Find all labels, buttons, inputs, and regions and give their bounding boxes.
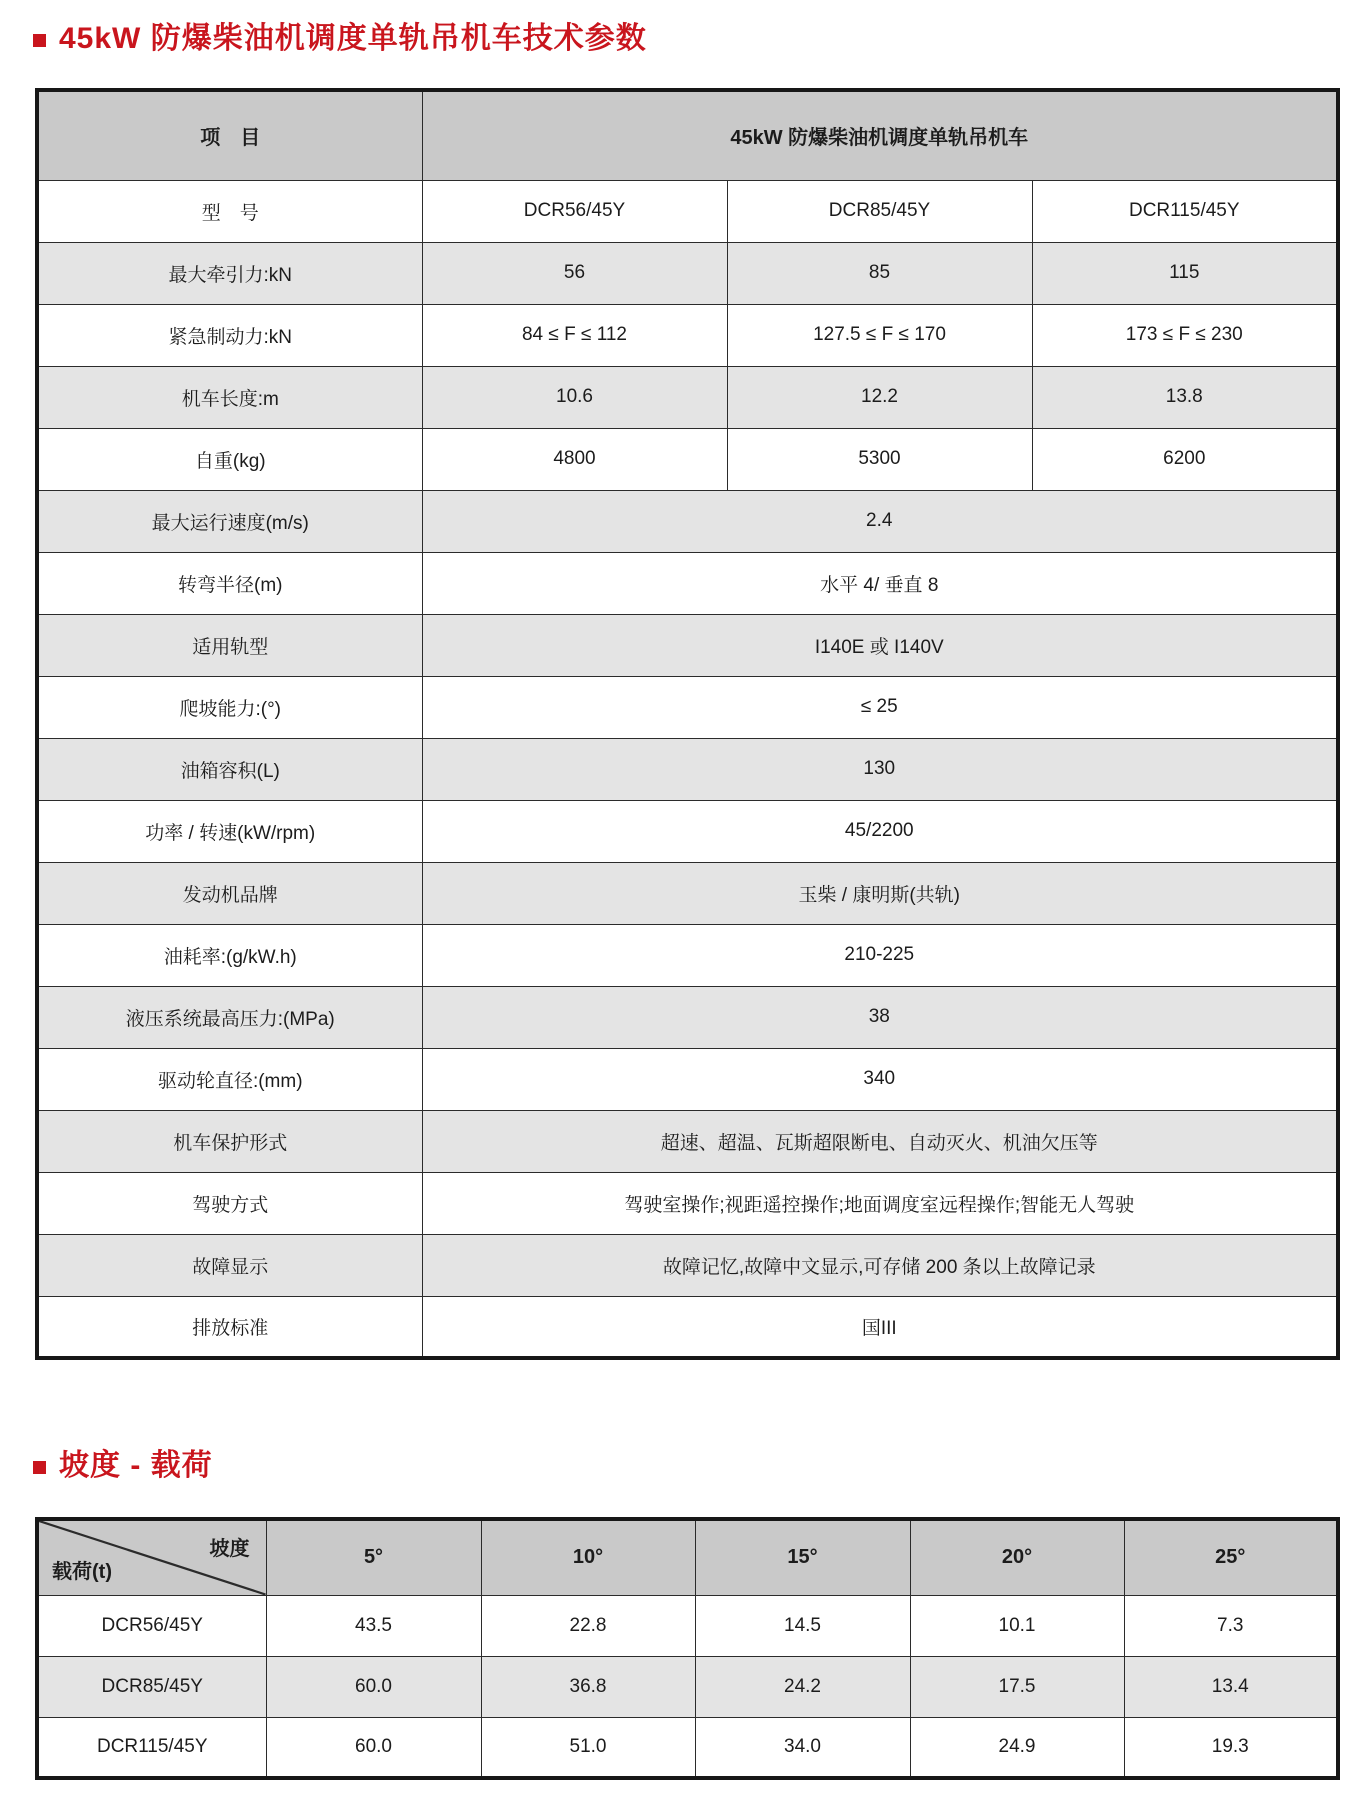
spec-value-cell: 10.6 — [422, 366, 727, 428]
spec-value-cell: 85 — [727, 242, 1032, 304]
load-value-cell: 10.1 — [910, 1595, 1124, 1656]
spec-value-cell: 210-225 — [422, 924, 1338, 986]
spec-row — [37, 986, 1338, 1048]
spec-table — [35, 88, 1340, 1360]
spec-value-cell: 2.4 — [422, 490, 1338, 552]
spec-header-product: 45kW 防爆柴油机调度单轨吊机车 — [422, 90, 1338, 180]
spec-model-cell: DCR85/45Y — [727, 180, 1032, 242]
load-value-cell: 34.0 — [695, 1717, 910, 1778]
spec-row — [37, 862, 1338, 924]
section1-title — [33, 22, 647, 55]
spec-value-cell: 故障记忆,故障中文显示,可存储 200 条以上故障记录 — [422, 1234, 1338, 1296]
load-value-cell: 24.2 — [695, 1656, 910, 1717]
load-corner-slope-label: 坡度 — [209, 1538, 250, 1560]
load-col-header: 20° — [910, 1519, 1124, 1595]
spec-row-label: 型 号 — [37, 180, 422, 242]
spec-row-label: 最大运行速度(m/s) — [37, 490, 422, 552]
spec-row-label: 驾驶方式 — [37, 1172, 422, 1234]
spec-value-cell: 56 — [422, 242, 727, 304]
load-value-cell: 51.0 — [481, 1717, 695, 1778]
spec-value-cell: 130 — [422, 738, 1338, 800]
spec-value-cell: 超速、超温、瓦斯超限断电、自动灭火、机油欠压等 — [422, 1110, 1338, 1172]
spec-model-cell: DCR115/45Y — [1032, 180, 1338, 242]
spec-value-cell: 115 — [1032, 242, 1338, 304]
spec-value-cell: 水平 4/ 垂直 8 — [422, 552, 1338, 614]
load-value-cell: 60.0 — [266, 1656, 481, 1717]
load-value-cell: 13.4 — [1124, 1656, 1338, 1717]
load-col-header: 15° — [695, 1519, 910, 1595]
spec-value-cell: 13.8 — [1032, 366, 1338, 428]
load-corner-cell — [37, 1519, 266, 1595]
load-value-cell: 19.3 — [1124, 1717, 1338, 1778]
spec-value-cell: 173 ≤ F ≤ 230 — [1032, 304, 1338, 366]
section2-title-text: 坡度 - 载荷 — [59, 1449, 213, 1482]
spec-row-label: 油箱容积(L) — [37, 738, 422, 800]
spec-row-label: 油耗率:(g/kW.h) — [37, 924, 422, 986]
load-row — [37, 1717, 1338, 1778]
load-value-cell: 22.8 — [481, 1595, 695, 1656]
load-value-cell: 43.5 — [266, 1595, 481, 1656]
load-value-cell: 60.0 — [266, 1717, 481, 1778]
red-square-bullet-icon — [33, 1461, 46, 1474]
load-row — [37, 1656, 1338, 1717]
load-value-cell: 17.5 — [910, 1656, 1124, 1717]
spec-row — [37, 800, 1338, 862]
spec-row-label: 机车长度:m — [37, 366, 422, 428]
load-col-header: 25° — [1124, 1519, 1338, 1595]
spec-row-label: 排放标准 — [37, 1296, 422, 1358]
spec-value-cell: 6200 — [1032, 428, 1338, 490]
spec-row-label: 故障显示 — [37, 1234, 422, 1296]
spec-row — [37, 1172, 1338, 1234]
load-model-cell: DCR85/45Y — [37, 1656, 266, 1717]
spec-value-cell: 国III — [422, 1296, 1338, 1358]
spec-header-item: 项 目 — [37, 90, 422, 180]
spec-row — [37, 1048, 1338, 1110]
load-header-row — [37, 1519, 1338, 1595]
load-table — [35, 1517, 1340, 1780]
spec-row-label: 适用轨型 — [37, 614, 422, 676]
load-row — [37, 1595, 1338, 1656]
spec-value-cell: 45/2200 — [422, 800, 1338, 862]
spec-row — [37, 304, 1338, 366]
spec-row-label: 机车保护形式 — [37, 1110, 422, 1172]
spec-row-label: 功率 / 转速(kW/rpm) — [37, 800, 422, 862]
spec-row — [37, 1234, 1338, 1296]
spec-row-label: 液压系统最高压力:(MPa) — [37, 986, 422, 1048]
spec-value-cell: 玉柴 / 康明斯(共轨) — [422, 862, 1338, 924]
spec-row-label: 紧急制动力:kN — [37, 304, 422, 366]
load-value-cell: 36.8 — [481, 1656, 695, 1717]
spec-value-cell: ≤ 25 — [422, 676, 1338, 738]
section1-title-text: 45kW 防爆柴油机调度单轨吊机车技术参数 — [59, 22, 647, 55]
spec-row — [37, 552, 1338, 614]
spec-row — [37, 366, 1338, 428]
spec-row-label: 转弯半径(m) — [37, 552, 422, 614]
spec-row — [37, 1110, 1338, 1172]
spec-row — [37, 614, 1338, 676]
spec-value-cell: 127.5 ≤ F ≤ 170 — [727, 304, 1032, 366]
spec-row — [37, 490, 1338, 552]
spec-value-cell: 38 — [422, 986, 1338, 1048]
spec-row — [37, 676, 1338, 738]
load-model-cell: DCR56/45Y — [37, 1595, 266, 1656]
spec-value-cell: 5300 — [727, 428, 1032, 490]
spec-value-cell: 340 — [422, 1048, 1338, 1110]
spec-row-label: 爬坡能力:(°) — [37, 676, 422, 738]
load-col-header: 5° — [266, 1519, 481, 1595]
spec-row — [37, 924, 1338, 986]
spec-row-label: 最大牵引力:kN — [37, 242, 422, 304]
spec-row — [37, 428, 1338, 490]
spec-value-cell: 84 ≤ F ≤ 112 — [422, 304, 727, 366]
load-value-cell: 7.3 — [1124, 1595, 1338, 1656]
red-square-bullet-icon — [33, 34, 46, 47]
spec-value-cell: 驾驶室操作;视距遥控操作;地面调度室远程操作;智能无人驾驶 — [422, 1172, 1338, 1234]
spec-row — [37, 242, 1338, 304]
spec-model-row — [37, 180, 1338, 242]
spec-value-cell: 4800 — [422, 428, 727, 490]
spec-header-row — [37, 90, 1338, 180]
spec-row — [37, 738, 1338, 800]
section2-title — [33, 1449, 213, 1482]
load-value-cell: 24.9 — [910, 1717, 1124, 1778]
spec-row-label: 驱动轮直径:(mm) — [37, 1048, 422, 1110]
load-col-header: 10° — [481, 1519, 695, 1595]
load-corner-load-label: 载荷(t) — [52, 1560, 112, 1583]
spec-value-cell: I140E 或 I140V — [422, 614, 1338, 676]
load-model-cell: DCR115/45Y — [37, 1717, 266, 1778]
spec-row-label: 发动机品牌 — [37, 862, 422, 924]
spec-value-cell: 12.2 — [727, 366, 1032, 428]
load-value-cell: 14.5 — [695, 1595, 910, 1656]
spec-row — [37, 1296, 1338, 1358]
spec-row-label: 自重(kg) — [37, 428, 422, 490]
spec-model-cell: DCR56/45Y — [422, 180, 727, 242]
